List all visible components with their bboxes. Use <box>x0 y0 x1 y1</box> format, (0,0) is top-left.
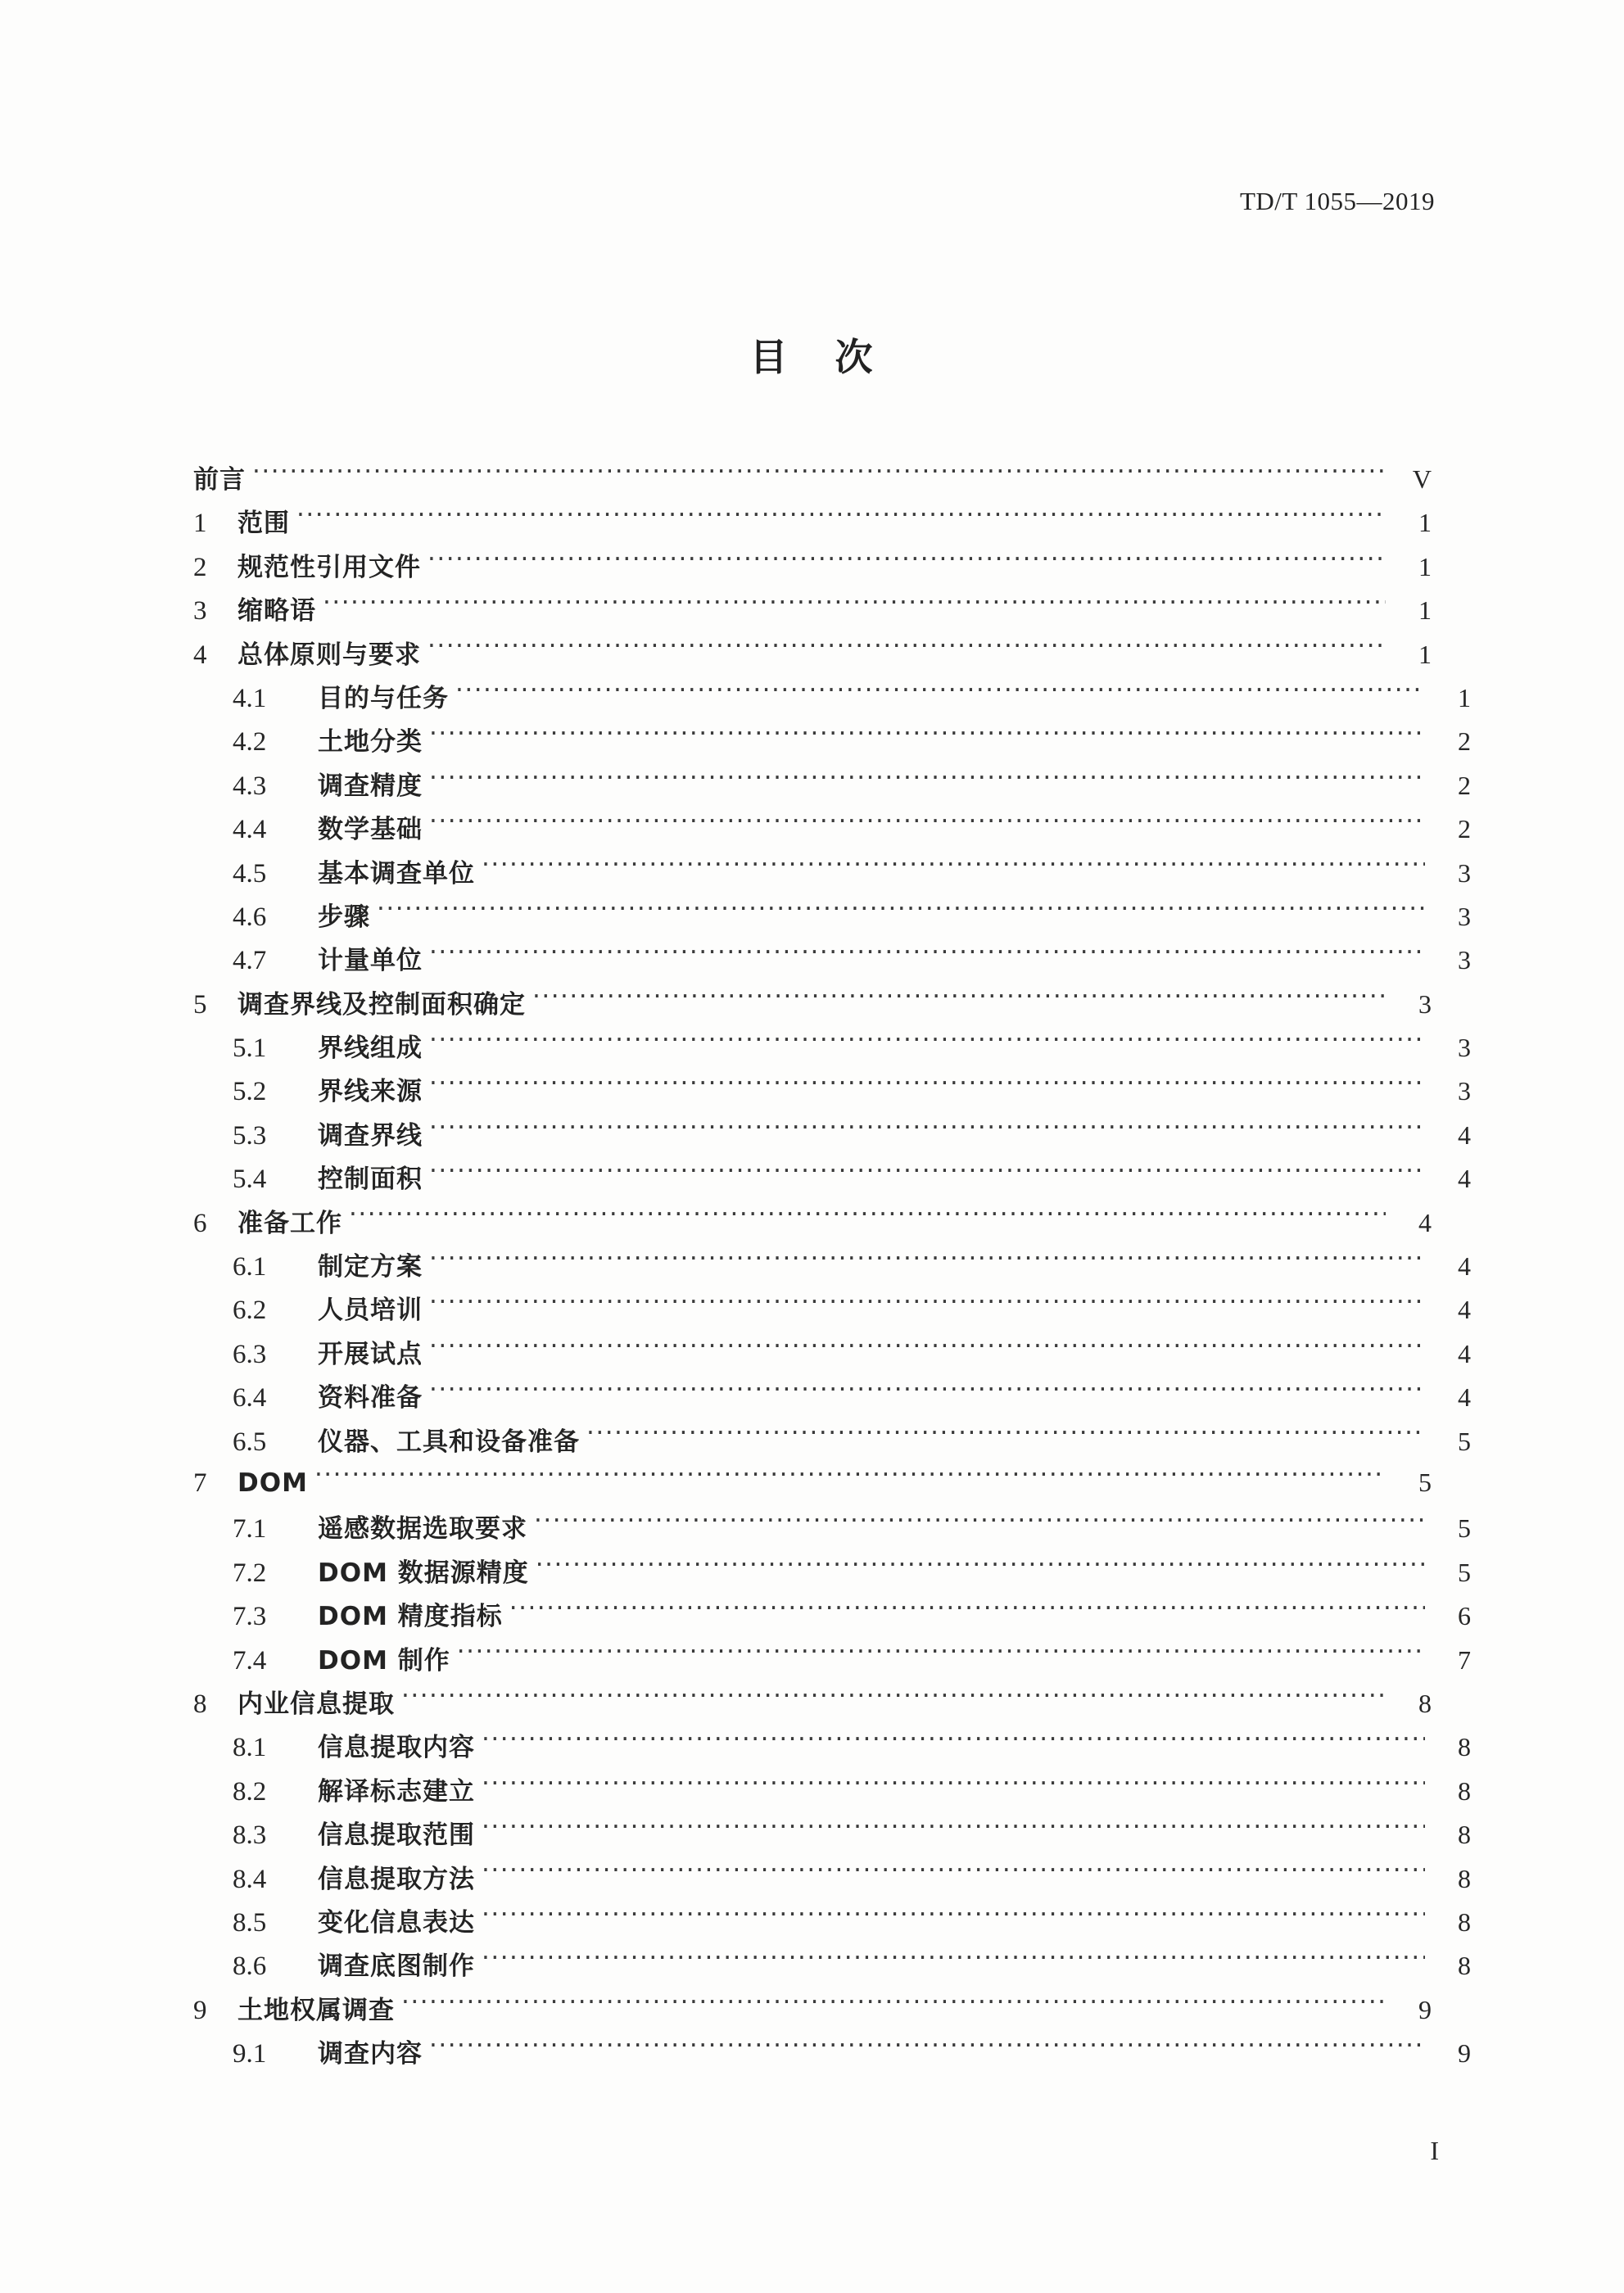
toc-entry-label: 控制面积 <box>318 1165 423 1195</box>
toc-entry[interactable] <box>193 1246 1471 1289</box>
toc-entry-page-number: 3 <box>1458 1033 1471 1063</box>
toc-leader-dots <box>482 1947 1425 1974</box>
toc-entry-label: 制定方案 <box>318 1252 423 1282</box>
toc-leader-dots <box>323 592 1386 619</box>
toc-entry-page-number: 4 <box>1418 1207 1432 1237</box>
toc-entry[interactable] <box>193 1989 1432 2033</box>
toc-entry-label: 缩略语 <box>237 596 316 626</box>
toc-entry-number: 7.3 <box>233 1602 267 1632</box>
toc-entry-number: 8.6 <box>233 1952 267 1982</box>
toc-entry-number: 1 <box>193 509 207 539</box>
toc-leader-dots <box>427 636 1386 663</box>
toc-leader-dots <box>482 1729 1425 1756</box>
toc-leader-dots <box>482 1816 1425 1843</box>
toc-entry-label: 前言 <box>193 465 246 495</box>
toc-entry-label: 准备工作 <box>237 1208 342 1238</box>
table-of-contents <box>193 459 1471 2076</box>
toc-entry-label: 调查界线 <box>318 1120 423 1151</box>
toc-entry-label: DOM <box>237 1468 308 1498</box>
toc-entry-label: 数学基础 <box>318 815 423 845</box>
toc-entry[interactable] <box>193 1289 1471 1332</box>
toc-leader-dots <box>401 1992 1386 2019</box>
toc-entry-page-number: 9 <box>1458 2038 1471 2069</box>
toc-entry-number: 8 <box>193 1689 207 1719</box>
toc-leader-dots <box>429 1117 1425 1144</box>
toc-entry-number: 8.3 <box>233 1820 267 1851</box>
toc-entry[interactable] <box>193 1027 1471 1070</box>
toc-leader-dots <box>457 1642 1425 1669</box>
toc-leader-dots <box>536 1554 1425 1581</box>
toc-entry-page-number: 8 <box>1458 1775 1471 1806</box>
toc-entry-number: 7.1 <box>233 1514 267 1544</box>
toc-entry-label: 人员培训 <box>318 1296 423 1326</box>
toc-entry-number: 8.5 <box>233 1907 267 1938</box>
toc-leader-dots <box>429 767 1425 794</box>
toc-entry[interactable] <box>193 546 1432 590</box>
toc-entry-number: 5 <box>193 989 207 1020</box>
toc-entry-label: 界线组成 <box>318 1033 423 1064</box>
page-title <box>0 328 1624 382</box>
toc-entry-number: 4.1 <box>233 683 267 713</box>
toc-entry-page-number: 5 <box>1458 1557 1471 1587</box>
toc-entry[interactable] <box>193 896 1471 939</box>
toc-entry-number: 4.4 <box>233 815 267 845</box>
toc-entry[interactable] <box>193 590 1432 633</box>
toc-entry-label: 内业信息提取 <box>237 1689 395 1719</box>
toc-entry-label: 目的与任务 <box>318 683 449 713</box>
toc-entry[interactable] <box>193 1639 1471 1683</box>
toc-entry-page-number: 4 <box>1458 1295 1471 1325</box>
toc-leader-dots <box>314 1464 1386 1491</box>
toc-leader-dots <box>429 1336 1425 1363</box>
toc-entry[interactable] <box>193 853 1471 896</box>
toc-entry-label: 范围 <box>237 509 290 539</box>
toc-leader-dots <box>482 1773 1425 1800</box>
toc-entry-page-number: 4 <box>1458 1164 1471 1194</box>
toc-entry-page-number: 8 <box>1458 1906 1471 1937</box>
toc-leader-dots <box>429 942 1425 969</box>
toc-entry-label: 总体原则与要求 <box>237 640 421 670</box>
toc-entry-number: 5.3 <box>233 1120 267 1151</box>
toc-entry-label: 调查界线及控制面积确定 <box>237 989 526 1020</box>
standard-number-header: TD/T 1055—2019 <box>1239 187 1435 215</box>
toc-entry-number: 6.4 <box>233 1383 267 1413</box>
toc-entry[interactable] <box>193 634 1432 677</box>
toc-entry-number: 8.1 <box>233 1733 267 1763</box>
toc-leader-dots <box>429 723 1425 750</box>
toc-entry-label: 土地权属调查 <box>237 1995 395 2025</box>
toc-entry[interactable] <box>193 765 1471 808</box>
toc-entry-label: 计量单位 <box>318 946 423 976</box>
toc-entry-page-number: 4 <box>1458 1382 1471 1413</box>
toc-entry-number: 6.5 <box>233 1427 267 1457</box>
toc-entry-page-number: 9 <box>1418 1994 1432 2024</box>
toc-entry[interactable] <box>193 459 1432 502</box>
toc-entry-page-number: 8 <box>1458 1863 1471 1893</box>
toc-entry-page-number: 1 <box>1418 595 1432 626</box>
toc-entry-number: 7.2 <box>233 1558 267 1588</box>
toc-entry-number: 5.4 <box>233 1165 267 1195</box>
toc-entry-number: 2 <box>193 552 207 582</box>
toc-entry-label: 调查精度 <box>318 771 423 801</box>
toc-leader-dots <box>401 1685 1386 1712</box>
toc-entry[interactable] <box>193 1115 1471 1158</box>
toc-entry-number: 9.1 <box>233 2039 267 2069</box>
toc-entry-label: 变化信息表达 <box>318 1907 475 1938</box>
toc-entry-label: 界线来源 <box>318 1077 423 1107</box>
toc-entry-page-number: 3 <box>1418 988 1432 1019</box>
page-title-char-1: 目 <box>749 335 789 379</box>
toc-entry-number: 4.3 <box>233 771 267 801</box>
toc-entry[interactable] <box>193 1858 1471 1902</box>
toc-entry-page-number: 1 <box>1418 508 1432 538</box>
toc-entry-page-number: 8 <box>1418 1688 1432 1718</box>
toc-entry-number: 4.7 <box>233 946 267 976</box>
toc-entry[interactable] <box>193 677 1471 721</box>
toc-entry-number: 5.2 <box>233 1077 267 1107</box>
toc-entry[interactable] <box>193 1771 1471 1814</box>
toc-leader-dots <box>534 1510 1425 1537</box>
toc-entry-number: 6.1 <box>233 1252 267 1282</box>
toc-entry[interactable] <box>193 1683 1432 1726</box>
toc-leader-dots <box>349 1205 1386 1232</box>
toc-entry[interactable] <box>193 1726 1471 1770</box>
toc-entry-page-number: 8 <box>1458 1820 1471 1850</box>
page-title-char-2: 次 <box>835 335 875 379</box>
toc-entry-page-number: 3 <box>1458 857 1471 888</box>
toc-entry[interactable] <box>193 1070 1471 1114</box>
toc-entry-page-number: 4 <box>1458 1251 1471 1282</box>
toc-entry[interactable] <box>193 1158 1471 1201</box>
toc-leader-dots <box>429 1029 1425 1056</box>
toc-entry-page-number: 4 <box>1458 1338 1471 1368</box>
toc-entry[interactable] <box>193 1814 1471 1857</box>
toc-entry-page-number: 5 <box>1458 1426 1471 1456</box>
toc-entry[interactable] <box>193 1902 1471 1945</box>
toc-entry-number: 6.3 <box>233 1339 267 1369</box>
toc-entry[interactable] <box>193 1202 1432 1246</box>
toc-entry-page-number: 6 <box>1458 1601 1471 1631</box>
toc-leader-dots <box>429 1291 1425 1318</box>
toc-entry-page-number: 3 <box>1458 945 1471 975</box>
toc-entry-label: 调查内容 <box>318 2039 423 2069</box>
toc-entry-page-number: 3 <box>1458 1076 1471 1106</box>
toc-entry-number: 4.2 <box>233 727 267 758</box>
toc-leader-dots <box>482 1861 1425 1888</box>
toc-entry-label: 土地分类 <box>318 727 423 758</box>
toc-entry[interactable] <box>193 1421 1471 1464</box>
toc-entry-label: 信息提取范围 <box>318 1820 475 1851</box>
toc-entry-label: 解译标志建立 <box>318 1776 475 1807</box>
toc-entry-label: 步骤 <box>318 902 370 932</box>
toc-leader-dots <box>482 1904 1425 1931</box>
toc-entry-label: 基本调查单位 <box>318 858 475 889</box>
toc-entry-number: 4 <box>193 640 207 670</box>
toc-entry-label: 规范性引用文件 <box>237 552 421 582</box>
page-folio: I <box>1430 2136 1439 2165</box>
toc-entry-number: 3 <box>193 596 207 626</box>
toc-entry-label: DOM 精度指标 <box>318 1602 503 1632</box>
toc-entry[interactable] <box>193 1552 1471 1595</box>
toc-leader-dots <box>455 680 1425 707</box>
toc-entry-page-number: 8 <box>1458 1951 1471 1981</box>
toc-leader-dots <box>377 898 1425 925</box>
toc-entry[interactable] <box>193 1377 1471 1420</box>
toc-leader-dots <box>509 1598 1425 1625</box>
toc-entry-page-number: 5 <box>1418 1467 1432 1497</box>
toc-entry[interactable] <box>193 502 1432 545</box>
toc-entry[interactable] <box>193 1333 1471 1377</box>
toc-entry-number: 6 <box>193 1208 207 1238</box>
toc-entry-page-number: 1 <box>1418 639 1432 669</box>
toc-entry[interactable] <box>193 939 1471 983</box>
toc-entry[interactable] <box>193 1464 1432 1508</box>
toc-entry[interactable] <box>193 1595 1471 1639</box>
toc-entry-label: DOM 数据源精度 <box>318 1558 529 1588</box>
toc-entry-label: 信息提取方法 <box>318 1864 475 1894</box>
toc-entry-page-number: 1 <box>1418 551 1432 581</box>
toc-entry-number: 8.2 <box>233 1776 267 1807</box>
toc-entry[interactable] <box>193 1945 1471 1988</box>
toc-entry-number: 4.5 <box>233 858 267 889</box>
toc-entry-page-number: 7 <box>1458 1644 1471 1675</box>
toc-leader-dots <box>532 986 1386 1013</box>
toc-entry-page-number: 5 <box>1458 1513 1471 1544</box>
toc-entry-label: 仪器、工具和设备准备 <box>318 1427 580 1457</box>
toc-entry-label: 资料准备 <box>318 1383 423 1413</box>
toc-entry-page-number: 1 <box>1458 682 1471 712</box>
toc-entry[interactable] <box>193 808 1471 852</box>
toc-entry[interactable] <box>193 721 1471 764</box>
toc-entry-page-number: 2 <box>1458 726 1471 757</box>
toc-entry[interactable] <box>193 1508 1471 1551</box>
toc-entry-number: 7 <box>193 1468 207 1498</box>
toc-leader-dots <box>427 549 1386 576</box>
toc-entry-label: 调查底图制作 <box>318 1952 475 1982</box>
toc-leader-dots <box>429 1160 1425 1187</box>
toc-entry-page-number: 3 <box>1458 901 1471 931</box>
toc-entry-label: 开展试点 <box>318 1339 423 1369</box>
toc-leader-dots <box>429 1248 1425 1275</box>
toc-entry[interactable] <box>193 984 1432 1027</box>
toc-leader-dots <box>586 1423 1425 1450</box>
toc-entry-number: 8.4 <box>233 1864 267 1894</box>
toc-entry-page-number: 2 <box>1458 770 1471 800</box>
toc-leader-dots <box>429 1379 1425 1406</box>
toc-entry-number: 7.4 <box>233 1645 267 1676</box>
toc-entry-number: 4.6 <box>233 902 267 932</box>
toc-entry-page-number: 2 <box>1458 814 1471 844</box>
toc-entry-label: DOM 制作 <box>318 1645 450 1676</box>
toc-entry-label: 遥感数据选取要求 <box>318 1514 527 1544</box>
toc-leader-dots <box>296 504 1386 531</box>
toc-leader-dots <box>429 2035 1425 2062</box>
toc-leader-dots <box>252 461 1386 488</box>
toc-entry-page-number: V <box>1412 464 1432 494</box>
toc-entry-number: 9 <box>193 1995 207 2025</box>
toc-leader-dots <box>482 855 1425 882</box>
toc-entry-page-number: 8 <box>1458 1732 1471 1762</box>
toc-leader-dots <box>429 811 1425 838</box>
toc-entry-number: 6.2 <box>233 1296 267 1326</box>
toc-leader-dots <box>429 1073 1425 1100</box>
toc-entry-label: 信息提取内容 <box>318 1733 475 1763</box>
toc-entry[interactable] <box>193 2033 1471 2076</box>
toc-entry-page-number: 4 <box>1458 1119 1471 1150</box>
toc-entry-number: 5.1 <box>233 1033 267 1064</box>
